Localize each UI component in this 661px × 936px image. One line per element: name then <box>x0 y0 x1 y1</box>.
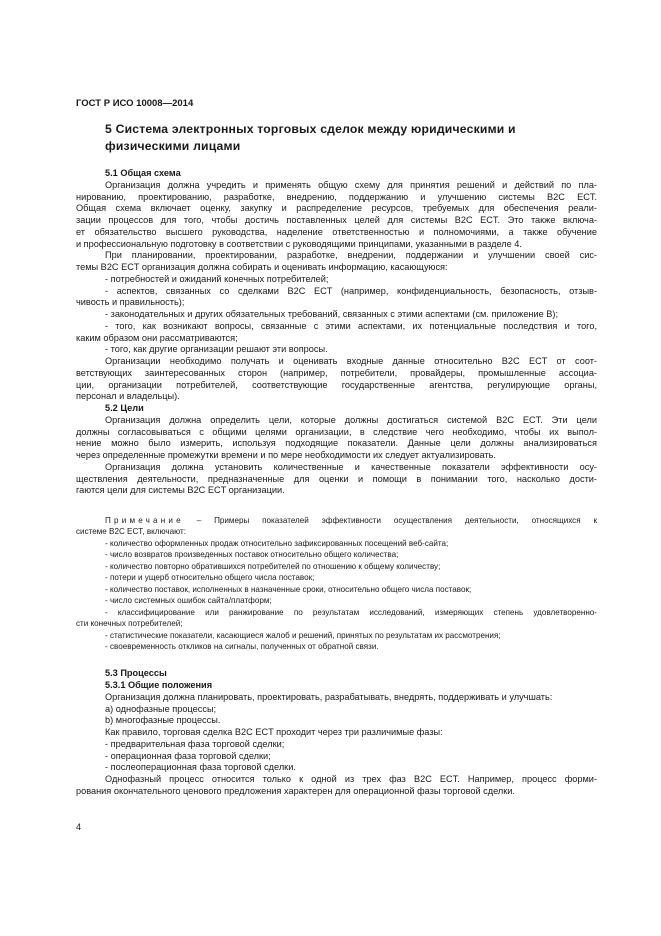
text-line: b) многофазные процессы. <box>105 715 221 726</box>
note-list-item: - потери и ущерб относительно общего числа поставок; <box>105 573 315 583</box>
text-line: персонал и владельцы). <box>76 391 180 402</box>
text-line: и профессиональную подготовку в соответствии с руководящими принципами, указанными в разделе 4. <box>76 238 522 249</box>
text-line: темы B2C ECT организация должна собирать и оценивать информацию, касающуюся: <box>76 262 448 272</box>
text-line: - законодательных и других обязательных требований, связанных с этими аспектами (см. приложение В); <box>105 309 559 319</box>
text-line: - того, как другие организации решают эти вопросы. <box>105 344 328 355</box>
note-label: Примечание <box>105 516 184 525</box>
text-line: нированию, проектированию, разработке, внедрению, поддержанию и улучшению системы B2C ECT. <box>76 191 597 202</box>
document-body <box>76 168 597 798</box>
paragraph <box>76 727 597 739</box>
note-list-item: - число возвратов произведенных поставок относительно общего количества; <box>105 550 399 560</box>
note-list-item: - статистические показатели, касающиеся жалоб и решений, принятых по результатам их рассмотрения; <box>105 630 501 640</box>
paragraph <box>76 274 597 286</box>
paragraph <box>76 762 597 774</box>
paragraph <box>76 286 597 310</box>
paragraph <box>76 704 597 716</box>
text-line: через определенные промежутки времени и по мере необходимости их следует актуализировать. <box>76 450 496 460</box>
text-line: При планировании, проектировании, разработке, внедрении, поддержании и улучшении своей сис- <box>105 250 597 261</box>
text-line: - предварительная фаза торговой сделки; <box>105 738 285 749</box>
text-line: ществления деятельности, предназначенные для оценки и помощи в понимании того, насколько дости- <box>76 473 597 484</box>
text-line: каким образом они рассматриваются; <box>76 332 238 343</box>
paragraph <box>76 415 597 462</box>
paragraph <box>76 309 597 321</box>
note-list-item: - количество оформленных продаж относительно зафиксированных посещений веб-сайта; <box>105 538 449 548</box>
note-list-item: - количество поставок, исполненных в назначенные сроки, относительно общего числа поставок; <box>105 584 472 594</box>
paragraph <box>76 180 597 251</box>
subsection-heading: 5.3 Процессы <box>105 668 167 679</box>
text-line: нение можно было измерить, используя подходящие показатели. Данные цели должны анализироваться <box>76 438 597 449</box>
note-text-line: системе B2C ECT, включают: <box>76 527 186 537</box>
paragraph <box>76 692 597 704</box>
paragraph <box>76 774 597 798</box>
text-line: должны согласовываться с общими целями организации, в следствие чего необходимо, чтобы их выпол- <box>76 426 597 437</box>
text-line: ет обязательство высшего руководства, наделение ответственностью и полномочиями, а также обучение <box>76 226 597 237</box>
paragraph <box>76 751 597 763</box>
document-header: ГОСТ Р ИСО 10008—2014 <box>76 98 194 109</box>
subsection-heading: 5.2 Цели <box>105 403 144 413</box>
note-text: – Примеры показателей эффективности осуществления деятельности, относящихся к <box>196 516 597 525</box>
text-line: гаются цели для системы B2C ECT организации. <box>76 485 285 496</box>
paragraph <box>76 344 597 356</box>
note-first-line <box>76 515 597 526</box>
section-title <box>76 121 597 155</box>
note-block <box>76 515 597 652</box>
text-line: Организация должна планировать, проектировать, разрабатывать, внедрять, поддерживать и улучшать: <box>105 691 553 702</box>
note-list-item: - классифицирование или ранжирование по результатам исследований, измеряющих степень удовлетворенно- <box>105 607 597 617</box>
text-line: рования окончательного ценового предложения характерен для операционной фазы торговой сделки. <box>76 785 515 796</box>
text-line: чивость и правильность); <box>76 297 185 308</box>
note-list-item: - своевременность откликов на сигналы, полученных от обратной связи. <box>105 641 379 651</box>
text-line: Однофазный процесс относится только к одной из трех фаз B2C ECT. Например, процесс форми- <box>105 774 597 785</box>
text-line: Организация должна установить количественные и качественные показатели эффективности осу- <box>105 461 597 472</box>
text-line: Организация должна определить цели, которые должны достигаться системой B2C ECT. Эти цели <box>105 414 597 425</box>
note-list-item: - количество повторно обратившихся потребителей по отношению к общему количеству; <box>105 561 441 571</box>
subsection-heading: 5.3.1 Общие положения <box>105 680 213 691</box>
paragraph <box>76 462 597 497</box>
text-line: - того, как возникают вопросы, связанные с этими аспектами, их потенциальные последствия и того, <box>105 320 597 331</box>
section-title-line: 5 Система электронных торговых сделок между юридическими и <box>105 122 516 136</box>
text-line: - потребностей и ожиданий конечных потребителей; <box>105 273 329 284</box>
text-line: Организации необходимо получать и оценивать входные данные относительно B2C ECT от соот- <box>105 356 597 366</box>
text-line: - аспектов, связанных со сделками B2C ECT (например, конфиденциальность, безопасность, отзыв- <box>105 285 597 296</box>
text-line: - операционная фаза торговой сделки; <box>105 750 271 761</box>
text-line: ции, организации потребителей, соответствующие государственные агентства, регулирующие органы, <box>76 379 597 390</box>
section-title-line: физическими лицами <box>105 139 241 153</box>
document-page <box>76 98 597 798</box>
text-line: Как правило, торговая сделка B2C ECT проходит через три различимые фазы: <box>105 727 443 738</box>
paragraph <box>76 250 597 274</box>
paragraph <box>76 321 597 345</box>
text-line: Организация должна учредить и применять общую схему для принятия решений и действий по пла- <box>105 179 597 190</box>
note-list-item: сти конечных потребителей; <box>76 619 183 629</box>
text-line: Общая схема включает оценку, закупку и распределение ресурсов, требуемых для обеспечения реали- <box>76 203 597 214</box>
text-line: ветствующих заинтересованных сторон (например, потребители, провайдеры, промышленные ассоциа- <box>76 367 597 378</box>
paragraph <box>76 356 597 403</box>
paragraph <box>76 739 597 751</box>
note-list-item: - число системных ошибок сайта/платформ; <box>105 596 272 606</box>
text-line: - послеоперационная фаза торговой сделки. <box>105 762 296 773</box>
text-line: a) однофазные процессы; <box>105 703 217 714</box>
text-line: зации процессов для того, чтобы достичь поставленных целей для системы B2C ECT. Это также включа- <box>76 215 597 225</box>
subsection-heading: 5.1 Общая схема <box>105 168 181 178</box>
paragraph <box>76 715 597 727</box>
page-number: 4 <box>76 822 82 832</box>
